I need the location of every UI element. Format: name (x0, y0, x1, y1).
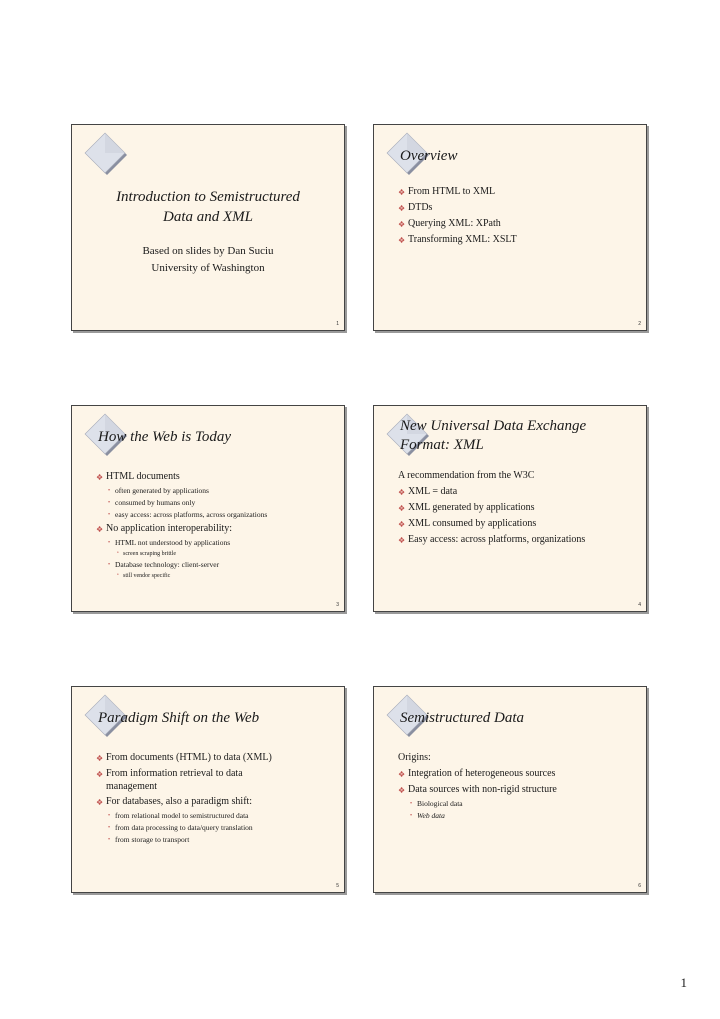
intro-text: Origins: (398, 752, 431, 763)
bullet-icon: ❖ (398, 236, 406, 245)
bullet-icon: ❖ (398, 520, 406, 529)
list-item-text: Data sources with non-rigid structure (408, 784, 557, 795)
title-line: Data and XML (163, 209, 253, 225)
list-item-text: Easy access: across platforms, organizations (408, 534, 586, 545)
slide-content (96, 470, 336, 582)
bullet-icon: • (108, 500, 111, 506)
list-item (96, 522, 336, 536)
sub-item-text: often generated by applications (115, 486, 209, 495)
sub-sub-item (117, 550, 336, 558)
bullet-icon: ❖ (96, 473, 104, 482)
slide-title (400, 417, 636, 455)
list-item-text: XML generated by applications (408, 502, 535, 513)
slide-6 (373, 686, 647, 893)
sub-item (108, 498, 336, 508)
list-item (398, 767, 638, 781)
bullet-icon: ❖ (96, 754, 104, 763)
bullet-icon: • (108, 825, 111, 831)
slide-5 (71, 686, 345, 893)
bullet-icon: • (410, 801, 413, 807)
sub-item (108, 835, 336, 845)
list-item (96, 795, 336, 809)
bullet-icon: • (410, 813, 413, 819)
slide-title: Overview (400, 148, 458, 164)
bullet-icon: ❖ (398, 220, 406, 229)
slide-title: Paradigm Shift on the Web (98, 710, 260, 726)
slide-number: 1 (336, 321, 339, 327)
bullet-icon: • (108, 562, 111, 568)
intro-text: A recommendation from the W3C (398, 470, 535, 481)
sub-item-text: consumed by humans only (115, 498, 196, 507)
list-item-text: HTML documents (106, 471, 180, 482)
list-item-text: For databases, also a paradigm shift: (106, 796, 253, 807)
list-item-text: From HTML to XML (408, 186, 496, 197)
sub-item (108, 811, 336, 821)
sub-item-text: Web data (417, 811, 445, 820)
slide-3 (71, 405, 345, 612)
sub-item-text: Biological data (417, 799, 463, 808)
list-item (398, 517, 638, 531)
slide-content (398, 469, 638, 549)
bullet-icon: ❖ (398, 504, 406, 513)
bullet-icon: • (108, 540, 111, 546)
slide-title: How the Web is Today (98, 429, 232, 445)
sub-sub-item (117, 572, 336, 580)
slide-subtitle (72, 243, 344, 277)
slide-number: 4 (638, 602, 641, 608)
sub-item (108, 510, 336, 520)
list-item-text: DTDs (408, 202, 433, 213)
bullet-icon: ❖ (398, 204, 406, 213)
sub-item-text: from data processing to data/query translation (115, 823, 253, 832)
slide-1 (71, 124, 345, 331)
slide-content (398, 751, 638, 823)
bullet-icon: • (117, 551, 119, 556)
bullet-icon: • (108, 512, 111, 518)
bullet-icon: • (117, 573, 119, 578)
slide-content (398, 185, 638, 249)
slide-number: 6 (638, 883, 641, 889)
list-item (398, 217, 638, 231)
slide-title: Semistructured Data (400, 710, 525, 726)
list-item-line: management (106, 781, 158, 792)
list-item-text: Integration of heterogeneous sources (408, 768, 556, 779)
sub-item-text: from relational model to semistructured data (115, 811, 249, 820)
subtitle-line: Based on slides by Dan Suciu (142, 245, 274, 257)
bullet-icon: ❖ (398, 488, 406, 497)
list-item (398, 501, 638, 515)
list-item-text (106, 767, 243, 793)
sub-sub-item-text: screen scraping brittle (123, 551, 176, 557)
list-item-text: XML = data (408, 486, 458, 497)
sub-item (108, 560, 336, 570)
bullet-icon: ❖ (398, 786, 406, 795)
slide-number: 2 (638, 321, 641, 327)
bullet-icon: ❖ (96, 525, 104, 534)
title-line: Format: XML (400, 437, 484, 453)
title-line: Introduction to Semistructured (116, 189, 300, 205)
diamond-icon (82, 132, 128, 178)
bullet-icon: ❖ (96, 798, 104, 807)
list-item (398, 185, 638, 199)
sub-item (108, 486, 336, 496)
slide-content (96, 751, 336, 847)
sub-item-text: Database technology: client-server (115, 560, 220, 569)
sub-item (108, 823, 336, 833)
bullet-icon: ❖ (398, 536, 406, 545)
sub-item-text: HTML not understood by applications (115, 538, 231, 547)
list-item-text: From documents (HTML) to data (XML) (106, 752, 272, 763)
list-item (398, 533, 638, 547)
sub-item (410, 799, 638, 809)
list-item (96, 751, 336, 765)
list-item (398, 485, 638, 499)
subtitle-line: University of Washington (151, 262, 265, 274)
slide-title (72, 187, 344, 227)
sub-item (410, 811, 638, 821)
page-number: 1 (680, 975, 687, 990)
slide-number: 5 (336, 883, 339, 889)
list-item-text: Querying XML: XPath (408, 218, 501, 229)
bullet-icon: ❖ (398, 188, 406, 197)
bullet-icon: • (108, 813, 111, 819)
bullet-icon: • (108, 837, 111, 843)
sub-sub-item-text: still vendor specific (123, 573, 171, 579)
list-item-text: XML consumed by applications (408, 518, 537, 529)
list-item-text: No application interoperability: (106, 523, 233, 534)
list-item (398, 233, 638, 247)
bullet-icon: • (108, 488, 111, 494)
slide-4 (373, 405, 647, 612)
list-item (96, 767, 336, 793)
slide-number: 3 (336, 602, 339, 608)
list-item-line: From information retrieval to data (106, 768, 243, 779)
list-item (398, 201, 638, 215)
title-line: New Universal Data Exchange (400, 418, 587, 434)
slide-2 (373, 124, 647, 331)
list-item (96, 470, 336, 484)
list-item-text: Transforming XML: XSLT (408, 234, 517, 245)
sub-item-text: from storage to transport (115, 835, 190, 844)
sub-item (108, 538, 336, 548)
bullet-icon: ❖ (398, 770, 406, 779)
list-item (398, 783, 638, 797)
sub-item-text: easy access: across platforms, across organizations (115, 510, 268, 519)
bullet-icon: ❖ (96, 770, 104, 779)
